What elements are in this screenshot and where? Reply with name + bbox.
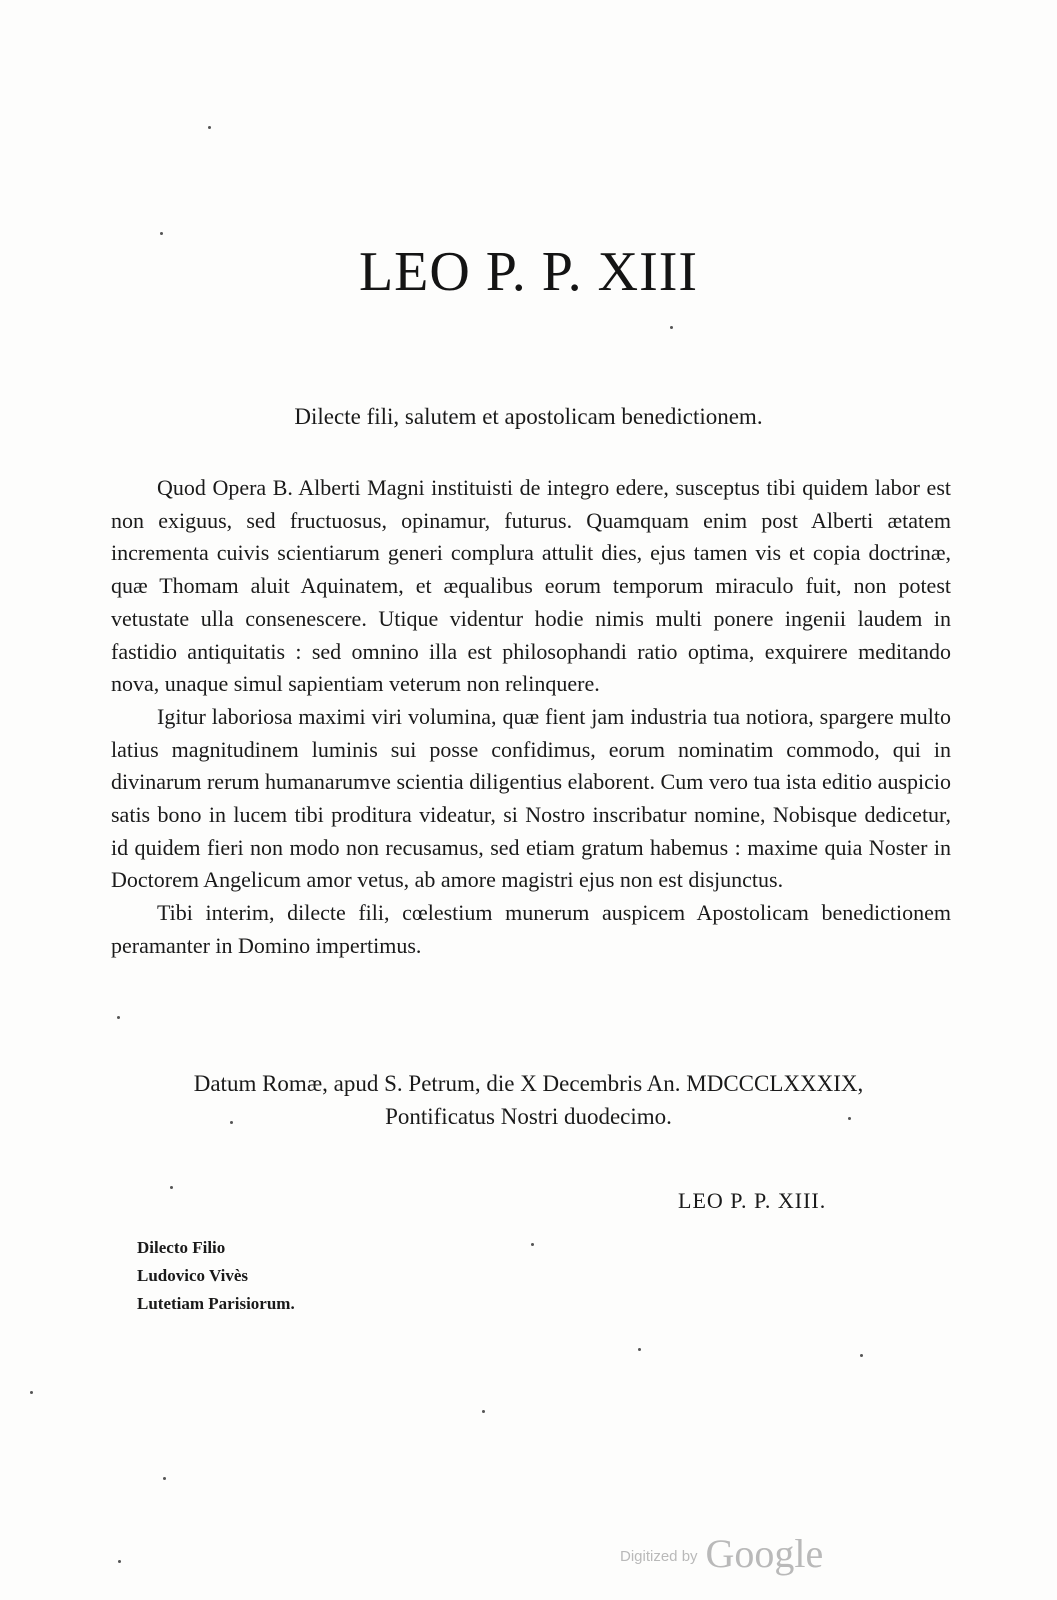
digitized-watermark [620,1530,823,1577]
page-title: LEO P. P. XIII [358,241,699,303]
dateline-line: Pontificatus Nostri duodecimo. [385,1104,672,1129]
scan-speck [860,1354,863,1357]
address-line: Ludovico Vivès [137,1266,248,1285]
scan-speck [118,1560,121,1563]
scan-speck [163,1477,166,1480]
scan-speck [848,1117,851,1120]
scan-speck [117,1016,120,1019]
scan-speck [531,1243,534,1246]
watermark-prefix: Digitized by [620,1548,698,1565]
dateline [0,1067,1057,1133]
scan-speck [638,1348,641,1351]
scan-speck [30,1391,33,1394]
letter-body [111,472,951,963]
scan-speck [170,1186,173,1189]
scan-speck [670,326,673,329]
paragraph: Igitur laboriosa maximi viri volumina, quæ fient jam industria tua notiora, spargere multo latius magnitudinem luminis sui posse confidimus, eorum nominatim commodo, qui in divinarum rerum humanarumve scientia diligentius elaborent. Cum vero tua ista editio auspicio satis bono in lucem tibi proditura videatur, si Nostro inscribatur nomine, Nobisque dedicetur, id quidem fieri non modo non recusamus, sed etiam gratum habemus : maxime quia Noster in Doctorem Angelicum amor vetus, ab amore magistri ejus non est disjunctus. [111,703,951,893]
watermark-logo: Google [705,1531,824,1576]
address-line: Dilecto Filio [137,1238,226,1257]
scan-speck [230,1121,233,1124]
paragraph: Tibi interim, dilecte fili, cœlestium munerum auspicem Apostolicam benedictionem peramanter in Domino impertimus. [111,900,951,958]
scan-speck [160,232,163,235]
recipient-address [137,1234,295,1318]
dateline-line: Datum Romæ, apud S. Petrum, die X Decembris An. MDCCCLXXXIX, [193,1071,864,1096]
paragraph: Quod Opera B. Alberti Magni instituisti de integro edere, susceptus tibi quidem labor est non exiguus, sed fructuosus, opinamur, futurus. Quamquam enim post Alberti ætatem incrementa cuivis scientiarum generi complura attulit dies, ejus tamen vis et copia doctrinæ, quæ Thomam aluit Aquinatem, et æqualibus eorum temporum miraculo fuit, non potest vetustate ulla consenescere. Utique videntur hodie nimis multi ponere ingenii laudem in fastidio antiquitatis : sed omnino illa est philosophandi ratio optima, exquirere meditando nova, unaque simul sapientiam veterum non relinquere. [111,475,951,697]
address-line: Lutetiam Parisiorum. [137,1294,295,1313]
signature: LEO P. P. XIII. [678,1188,827,1213]
scan-speck [482,1410,485,1413]
scan-speck [208,126,211,129]
salutation: Dilecte fili, salutem et apostolicam benedictionem. [294,404,763,429]
